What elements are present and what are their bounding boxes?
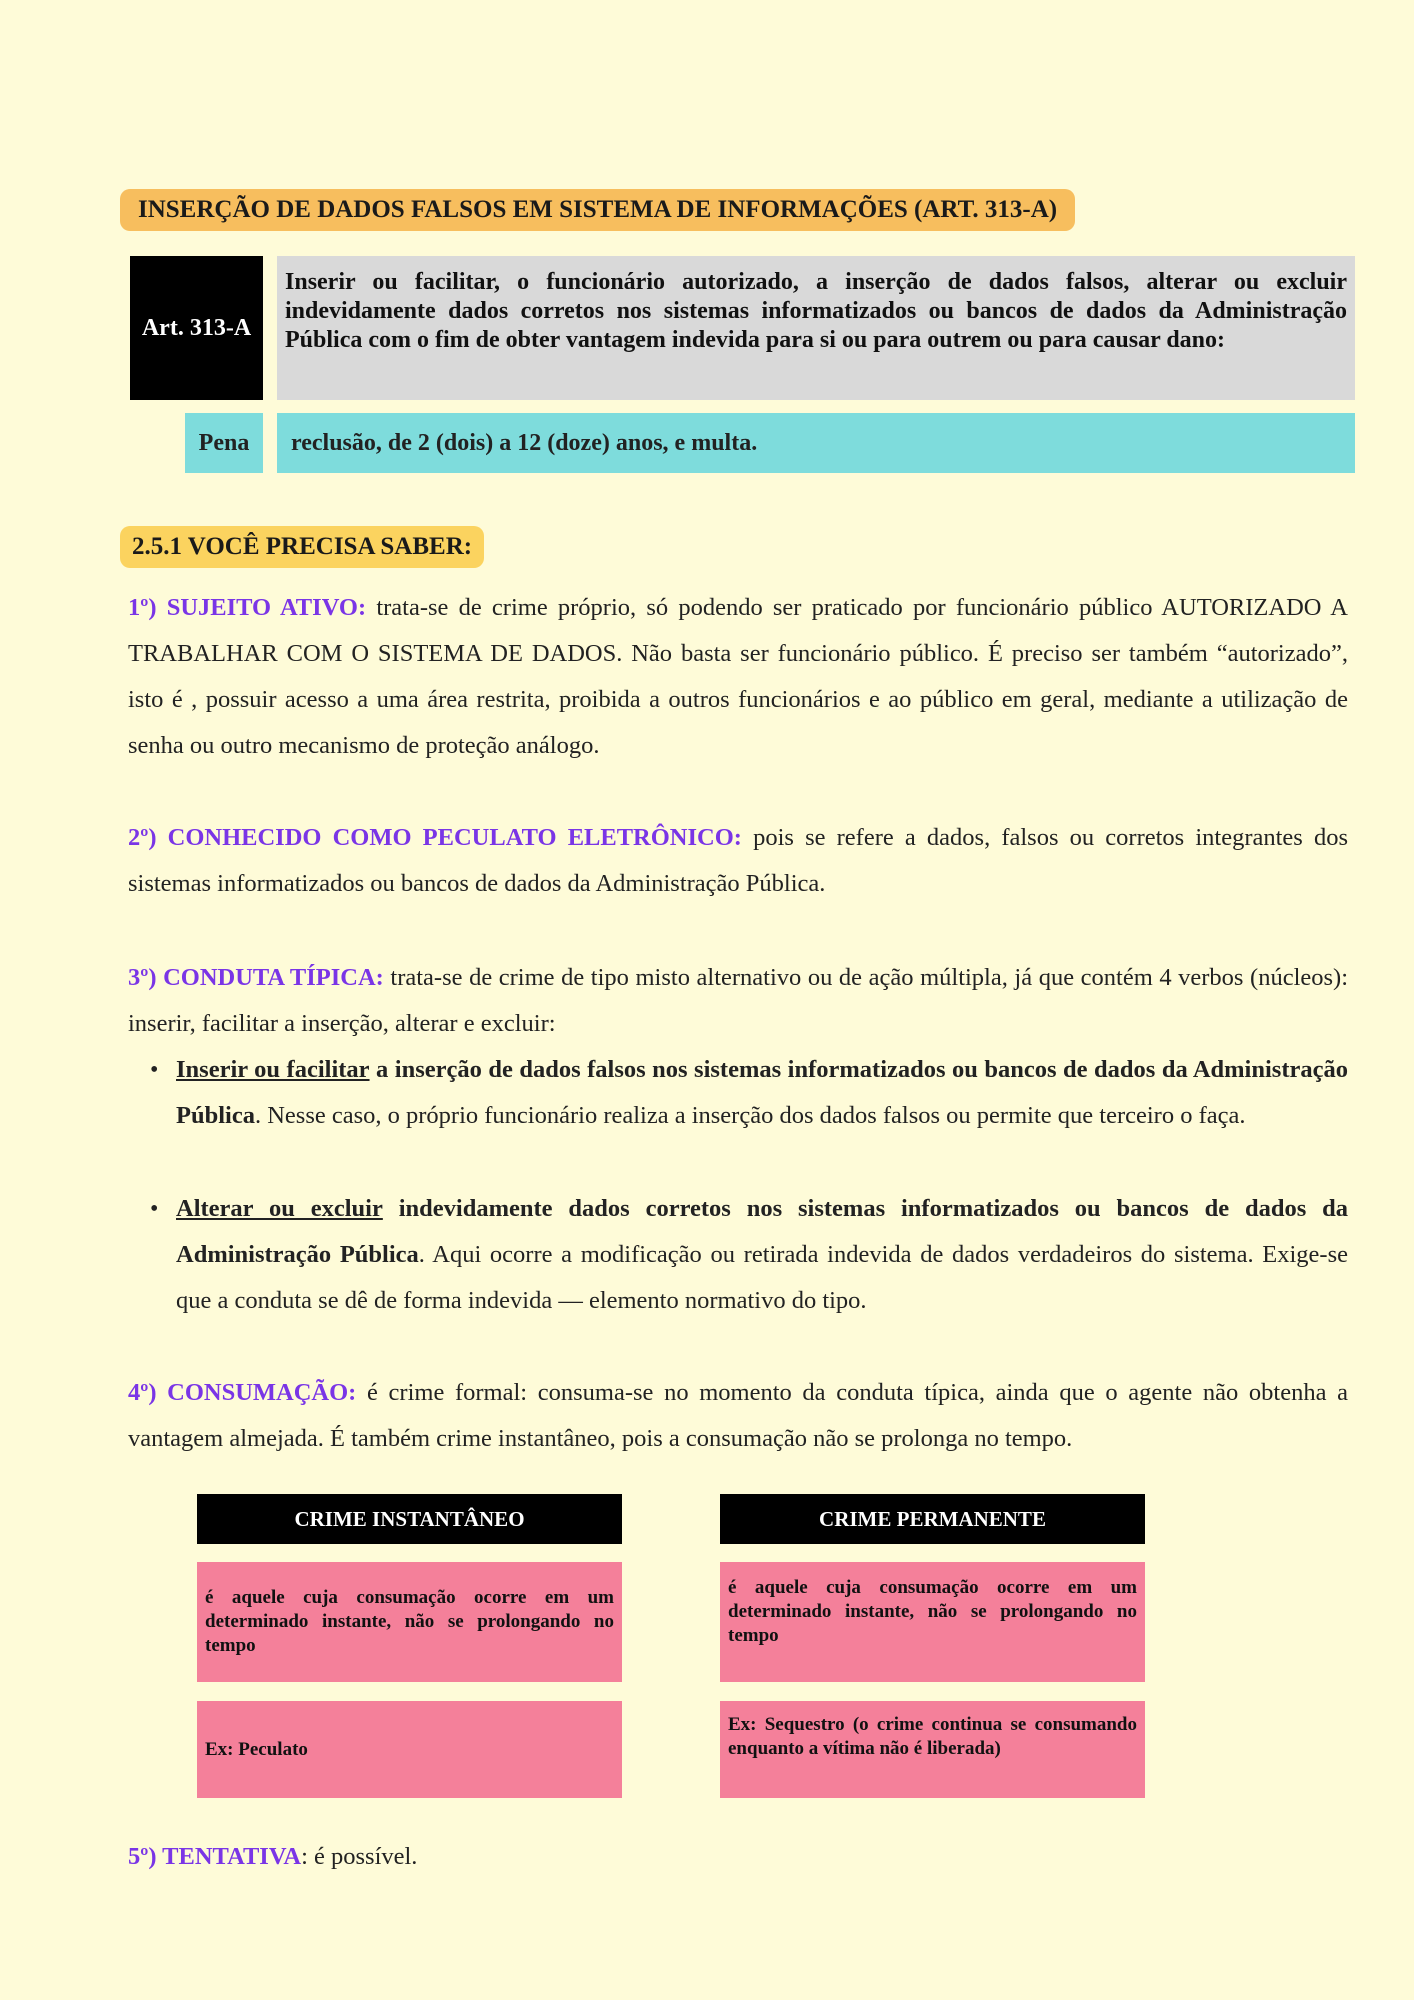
instantaneo-definition xyxy=(197,1562,622,1682)
item-text: é crime formal: consuma-se no momento da conduta típica, ainda que o agente não obtenha a vantagem almejada. É também crime instantâneo, pois a consumação não se prolonga no tempo. xyxy=(128,1379,1348,1452)
item-conduta-tipica xyxy=(128,955,1348,1047)
bullet-bold: a inserção de dados falsos nos sistemas informatizados ou bancos de dados da Administração Pública xyxy=(176,1056,1348,1129)
item-label: 2º) CONHECIDO COMO PECULATO ELETRÔNICO: xyxy=(128,824,742,851)
bullet-text: . Nesse caso, o próprio funcionário realiza a inserção dos dados falsos ou permite que terceiro o faça. xyxy=(254,1102,1246,1129)
instantaneo-definition-text: é aquele cuja consumação ocorre em um determinado instante, não se prolongando no tempo xyxy=(205,1587,614,1656)
item-label: 5º) TENTATIVA xyxy=(128,1843,302,1870)
permanente-title: CRIME PERMANENTE xyxy=(720,1494,1145,1544)
bullet-icon: • xyxy=(150,1196,159,1222)
permanente-definition xyxy=(720,1562,1145,1682)
item-label: 1º) SUJEITO ATIVO: xyxy=(128,594,367,621)
permanente-example-text: Ex: Sequestro (o crime continua se consumando enquanto a vítima não é liberada) xyxy=(728,1714,1137,1759)
item-sujeito-ativo xyxy=(128,585,1348,769)
item-text: : é possível. xyxy=(301,1843,418,1870)
list-item xyxy=(150,1047,1348,1139)
instantaneo-example xyxy=(197,1701,622,1798)
subsection-heading: 2.5.1 VOCÊ PRECISA SABER: xyxy=(120,526,484,568)
bullet-underlined: Alterar ou excluir xyxy=(176,1195,383,1222)
item-tentativa xyxy=(128,1834,1348,1880)
instantaneo-example-text: Ex: Peculato xyxy=(205,1738,308,1760)
penalty-text: reclusão, de 2 (dois) a 12 (doze) anos, e multa. xyxy=(277,413,1355,473)
instantaneo-title: CRIME INSTANTÂNEO xyxy=(197,1494,622,1544)
penalty-label: Pena xyxy=(185,413,263,473)
article-text: Inserir ou facilitar, o funcionário autorizado, a inserção de dados falsos, alterar ou excluir indevidamente dados corretos nos sistemas informatizados ou bancos de dados da Administração Pública com o fim de obter vantagem indevida para si ou para outrem ou para causar dano: xyxy=(277,256,1355,400)
bullet-bold: indevidamente dados corretos nos sistemas informatizados ou bancos de dados da Administração Pública xyxy=(176,1195,1348,1268)
bullet-underlined: Inserir ou facilitar xyxy=(176,1056,370,1083)
permanente-definition-text: é aquele cuja consumação ocorre em um determinado instante, não se prolongando no tempo xyxy=(728,1577,1137,1646)
item-label: 3º) CONDUTA TÍPICA: xyxy=(128,964,384,991)
item-text: trata-se de crime de tipo misto alternativo ou de ação múltipla, já que contém 4 verbos (núcleos): inserir, facilitar a inserção, alterar e excluir: xyxy=(128,964,1349,1037)
item-label: 4º) CONSUMAÇÃO: xyxy=(128,1379,357,1406)
article-label: Art. 313-A xyxy=(130,256,263,400)
bullet-text: . Aqui ocorre a modificação ou retirada indevida de dados verdadeiros do sistema. Exige-se que a conduta se dê de forma indevida — elemento normativo do tipo. xyxy=(176,1241,1348,1314)
bullet-icon: • xyxy=(150,1057,159,1083)
list-item xyxy=(150,1186,1348,1324)
section-heading: INSERÇÃO DE DADOS FALSOS EM SISTEMA DE INFORMAÇÕES (ART. 313-A) xyxy=(120,189,1075,231)
item-text: pois se refere a dados, falsos ou corretos integrantes dos sistemas informatizados ou bancos de dados da Administração Pública. xyxy=(128,824,1349,897)
item-consumacao xyxy=(128,1370,1348,1462)
item-peculato-eletronico xyxy=(128,815,1348,907)
permanente-example xyxy=(720,1701,1145,1798)
item-text: trata-se de crime próprio, só podendo ser praticado por funcionário público AUTORIZADO A TRABALHAR COM O SISTEMA DE DADOS. Não basta ser funcionário público. É preciso ser também “autorizado”, isto é , possuir acesso a uma área restrita, proibida a outros funcionários e ao público em geral, mediante a utilização de senha ou outro mecanismo de proteção análogo. xyxy=(128,594,1348,759)
